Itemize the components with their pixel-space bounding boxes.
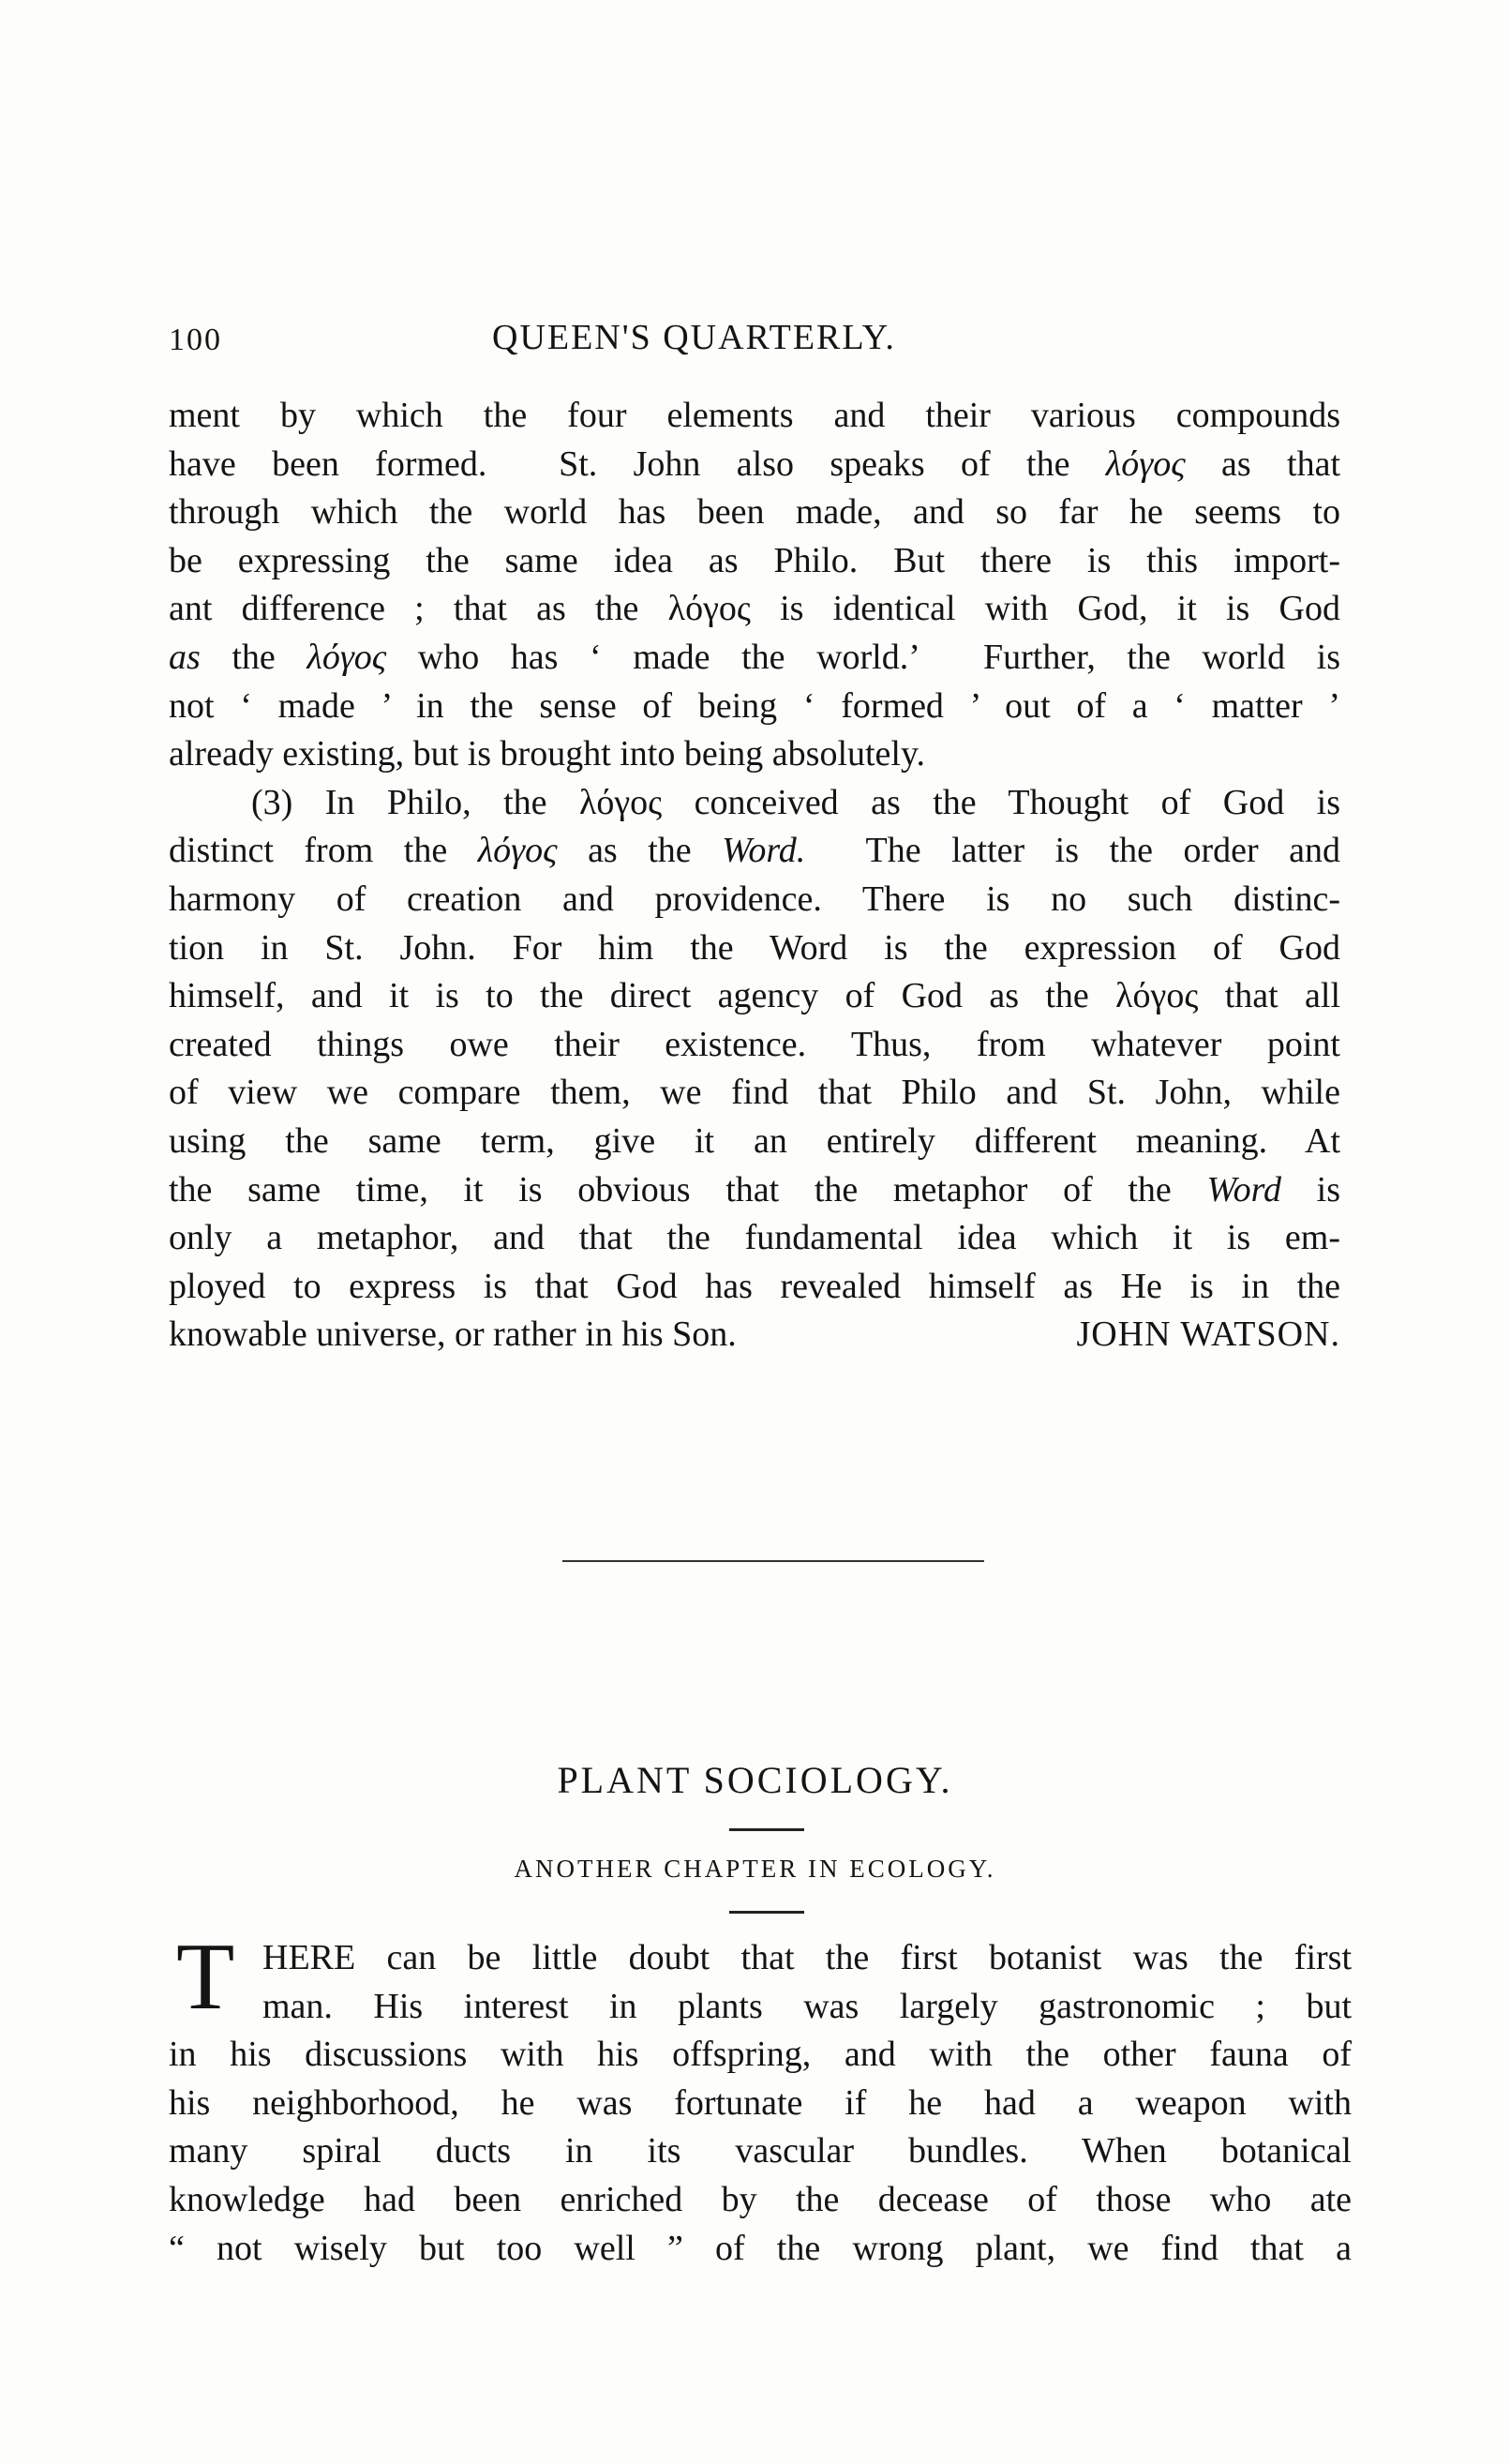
text-line: man. His interest in plants was largely gastronomic ; but [262, 1986, 1352, 2026]
text-line: using the same term, give it an entirely different meaning. At [169, 1120, 1340, 1161]
text-line-content: knowable universe, or rather in his Son. [169, 1315, 737, 1355]
article-2-body [169, 1934, 1352, 2273]
article-subtitle: ANOTHER CHAPTER IN ECOLOGY. [514, 1855, 996, 1883]
text-line: created things owe their existence. Thus, from whatever point [169, 1024, 1340, 1064]
text-line: the same time, it is obvious that the metaphor of the Word is [169, 1169, 1340, 1209]
text-line: have been formed. St. John also speaks of the λόγος as that [169, 443, 1340, 484]
journal-title: QUEEN'S QUARTERLY. [492, 318, 896, 357]
running-head [169, 317, 1345, 364]
text-line: harmony of creation and providence. There is no such distinc- [169, 879, 1340, 919]
author-signature: JOHN WATSON. [1076, 1315, 1340, 1355]
text-line: HERE can be little doubt that the first botanist was the first [262, 1938, 1352, 1977]
text-line: already existing, but is brought into being absolutely. [169, 734, 926, 774]
text-line: not ‘ made ’ in the sense of being ‘ formed ’ out of a ‘ matter ’ [169, 685, 1340, 726]
section-separator [562, 1560, 984, 1562]
text-line: be expressing the same idea as Philo. But there is this import- [169, 540, 1340, 580]
greek-logos: λόγος [1105, 443, 1186, 484]
text-line: ployed to express is that God has revealed himself as He is in the [169, 1266, 1340, 1306]
text-line: only a metaphor, and that the fundamental idea which it is em- [169, 1218, 1340, 1258]
text-line: many spiral ducts in its vascular bundles. When botanical [169, 2131, 1352, 2171]
drop-cap: T [176, 1924, 235, 2030]
text-line: ant difference ; that as the λόγος is identical with God, it is God [169, 589, 1340, 629]
text-line: “ not wisely but too well ” of the wrong plant, we find that a [169, 2228, 1352, 2268]
article-title: PLANT SOCIOLOGY. [557, 1759, 953, 1801]
text-line: knowledge had been enriched by the decease of those who ate [169, 2179, 1352, 2219]
text-line [169, 1311, 1340, 1360]
text-line: distinct from the λόγος as the Word. The latter is the order and [169, 831, 1340, 871]
text-line: tion in St. John. For him the Word is the expression of God [169, 927, 1340, 968]
title-rule [729, 1828, 804, 1831]
text-line: of view we compare them, we find that Philo and St. John, while [169, 1073, 1340, 1113]
subtitle-rule [729, 1911, 804, 1914]
text-line: ment by which the four elements and their various compounds [169, 396, 1340, 435]
article-1-body [169, 392, 1340, 1360]
text-line: through which the world has been made, and so far he seems to [169, 492, 1340, 533]
text-line: (3) In Philo, the λόγος conceived as the Thought of God is [251, 782, 1340, 822]
text-line: in his discussions with his offspring, and with the other fauna of [169, 2035, 1352, 2075]
text-line: as the λόγος who has ‘ made the world.’ Further, the world is [169, 637, 1340, 677]
page-number: 100 [169, 323, 222, 357]
text-line: himself, and it is to the direct agency of God as the λόγος that all [169, 976, 1340, 1016]
text-line: his neighborhood, he was fortunate if he had a weapon with [169, 2082, 1352, 2123]
